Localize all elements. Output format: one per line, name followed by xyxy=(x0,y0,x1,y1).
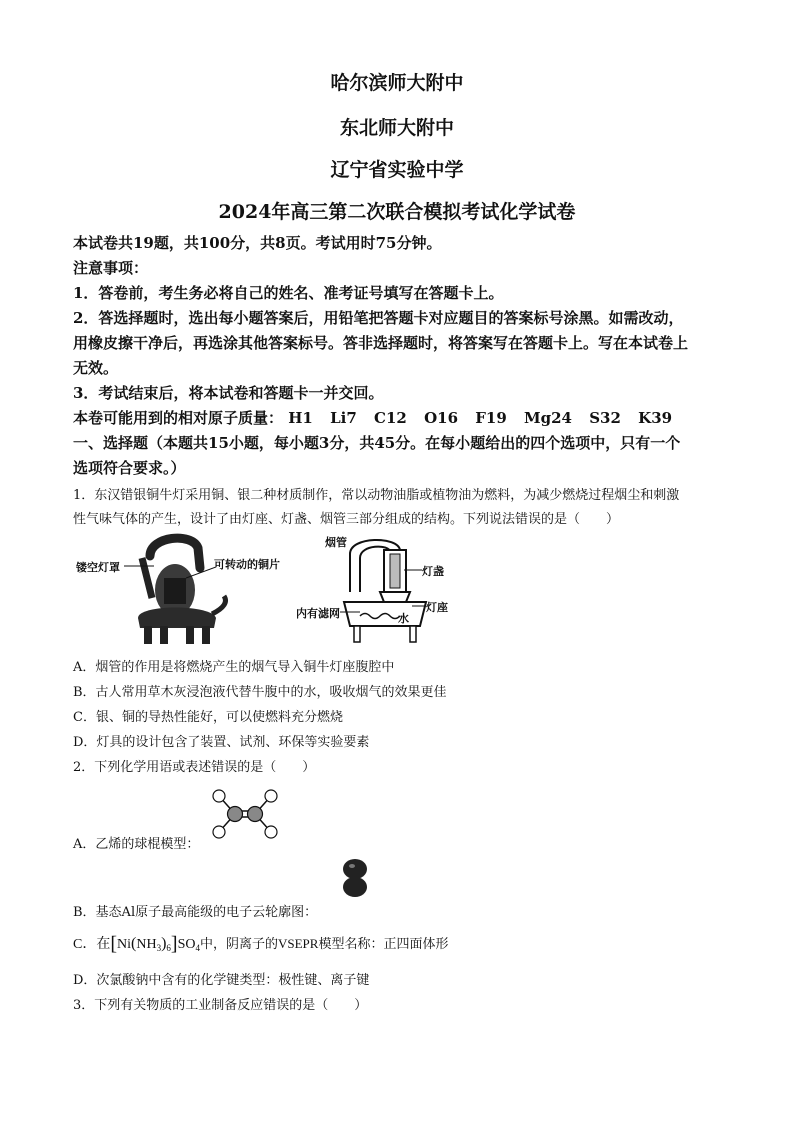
label-hollow-shade: 镂空灯罩 xyxy=(76,561,120,574)
exam-summary: 本试卷共19题，共100分，共8页。考试用时75分钟。 xyxy=(73,234,442,252)
section-1-title-line-2: 选项符合要求。） xyxy=(73,459,186,477)
label-rotating-plate: 可转动的铜片 xyxy=(214,558,280,571)
formula-outer-subscript: 6 xyxy=(166,943,171,953)
formula-so: SO xyxy=(177,937,196,952)
left-bracket-icon: [ xyxy=(110,933,118,955)
lamp-structure-diagram xyxy=(340,530,450,645)
note-1: 1．答卷前，考生务必将自己的姓名、准考证号填写在答题卡上。 xyxy=(73,284,504,302)
q1-option-d: D．灯具的设计包含了装置、试剂、环保等实验要素 xyxy=(73,735,370,750)
notes-title: 注意事项： xyxy=(73,259,149,277)
note-2-line-3: 无效。 xyxy=(73,359,119,377)
leader-line-lamp-cup xyxy=(404,568,422,572)
q2-stem: 2．下列化学用语或表述错误的是（ ） xyxy=(73,760,316,775)
q2-option-c xyxy=(73,933,733,956)
left-paren-icon: ( xyxy=(131,935,137,952)
ox-lamp-photo xyxy=(120,528,230,648)
leader-line-filter xyxy=(340,610,360,614)
label-filter: 内有滤网 xyxy=(296,607,340,620)
q2-option-a: A．乙烯的球棍模型： xyxy=(73,837,200,852)
q2-option-c-suffix: 中，阴离子的VSEPR模型名称：正四面体形 xyxy=(199,936,449,951)
q3-stem: 3．下列有关物质的工业制备反应错误的是（ ） xyxy=(73,998,368,1013)
note-2-line-2: 用橡皮擦干净后，再选涂其他答案标号。答非选择题时，将答案写在答题卡上。写在本试卷上 xyxy=(73,334,689,352)
q1-option-b: B．古人常用草木灰浸泡液代替牛腹中的水，吸收烟气的效果更佳 xyxy=(73,685,447,700)
q1-option-c: C．银、铜的导热性能好，可以使燃料充分燃烧 xyxy=(73,710,343,725)
leader-line-rotating-plate xyxy=(186,566,216,580)
q1-stem-line-2: 性气味气体的产生，设计了由灯座、灯盏、烟管三部分组成的结构。下列说法错误的是（ ） xyxy=(73,512,620,527)
exam-title: 2024年高三第二次联合模拟考试化学试卷 xyxy=(218,201,576,223)
atomic-mass-o: O16 xyxy=(424,409,459,427)
formula-nh: NH xyxy=(136,937,157,952)
right-paren-icon: ) xyxy=(161,935,167,952)
atomic-mass-f: F19 xyxy=(475,409,507,427)
q1-option-a: A．烟管的作用是将燃烧产生的烟气导入铜牛灯座腹腔中 xyxy=(73,660,395,675)
school-name-1: 哈尔滨师大附中 xyxy=(330,72,464,94)
section-1-title-line-1: 一、选择题（本题共15小题，每小题3分，共45分。在每小题给出的四个选项中，只有一个 xyxy=(73,434,681,452)
label-lamp-base: 灯座 xyxy=(426,601,448,614)
q2-option-d: D．次氯酸钠中含有的化学键类型：极性键、离子键 xyxy=(73,973,370,988)
q1-stem-line-1: 1．东汉错银铜牛灯采用铜、银二种材质制作，常以动物油脂或植物油为燃料，为减少燃烧过程烟尘和刺激 xyxy=(73,488,680,503)
atomic-mass-c: C12 xyxy=(374,409,407,427)
label-lamp-cup: 灯盏 xyxy=(422,565,444,578)
atomic-mass-line xyxy=(73,407,733,428)
formula-nh-subscript: 3 xyxy=(156,943,162,953)
atomic-mass-k: K39 xyxy=(638,409,673,427)
note-2-line-1: 2．答选择题时，选出每小题答案后，用铅笔把答题卡对应题目的答案标号涂黑。如需改动， xyxy=(73,309,684,327)
atomic-mass-mg: Mg24 xyxy=(524,409,572,427)
atomic-mass-s: S32 xyxy=(589,409,621,427)
formula-ni: Ni xyxy=(117,937,132,952)
leader-line-hollow-shade xyxy=(124,564,154,568)
right-bracket-icon: ] xyxy=(170,933,178,955)
school-name-2: 东北师大附中 xyxy=(339,117,454,139)
school-name-3: 辽宁省实验中学 xyxy=(330,159,464,181)
leader-line-lamp-base xyxy=(412,604,426,608)
note-3: 3．考试结束后，将本试卷和答题卡一并交回。 xyxy=(73,384,384,402)
label-chimney: 烟管 xyxy=(325,536,347,549)
q2-option-b: B．基态Al原子最高能级的电子云轮廓图： xyxy=(73,905,318,920)
q2-option-c-prefix: C．在 xyxy=(73,937,111,952)
label-water: 水 xyxy=(398,612,409,625)
atomic-mass-label: 本卷可能用到的相对原子质量： xyxy=(73,409,284,427)
atomic-mass-li: Li7 xyxy=(330,409,357,427)
atomic-mass-h: H1 xyxy=(288,409,313,427)
p-orbital-dumbbell xyxy=(338,858,372,898)
formula-so-subscript: 4 xyxy=(195,943,200,953)
